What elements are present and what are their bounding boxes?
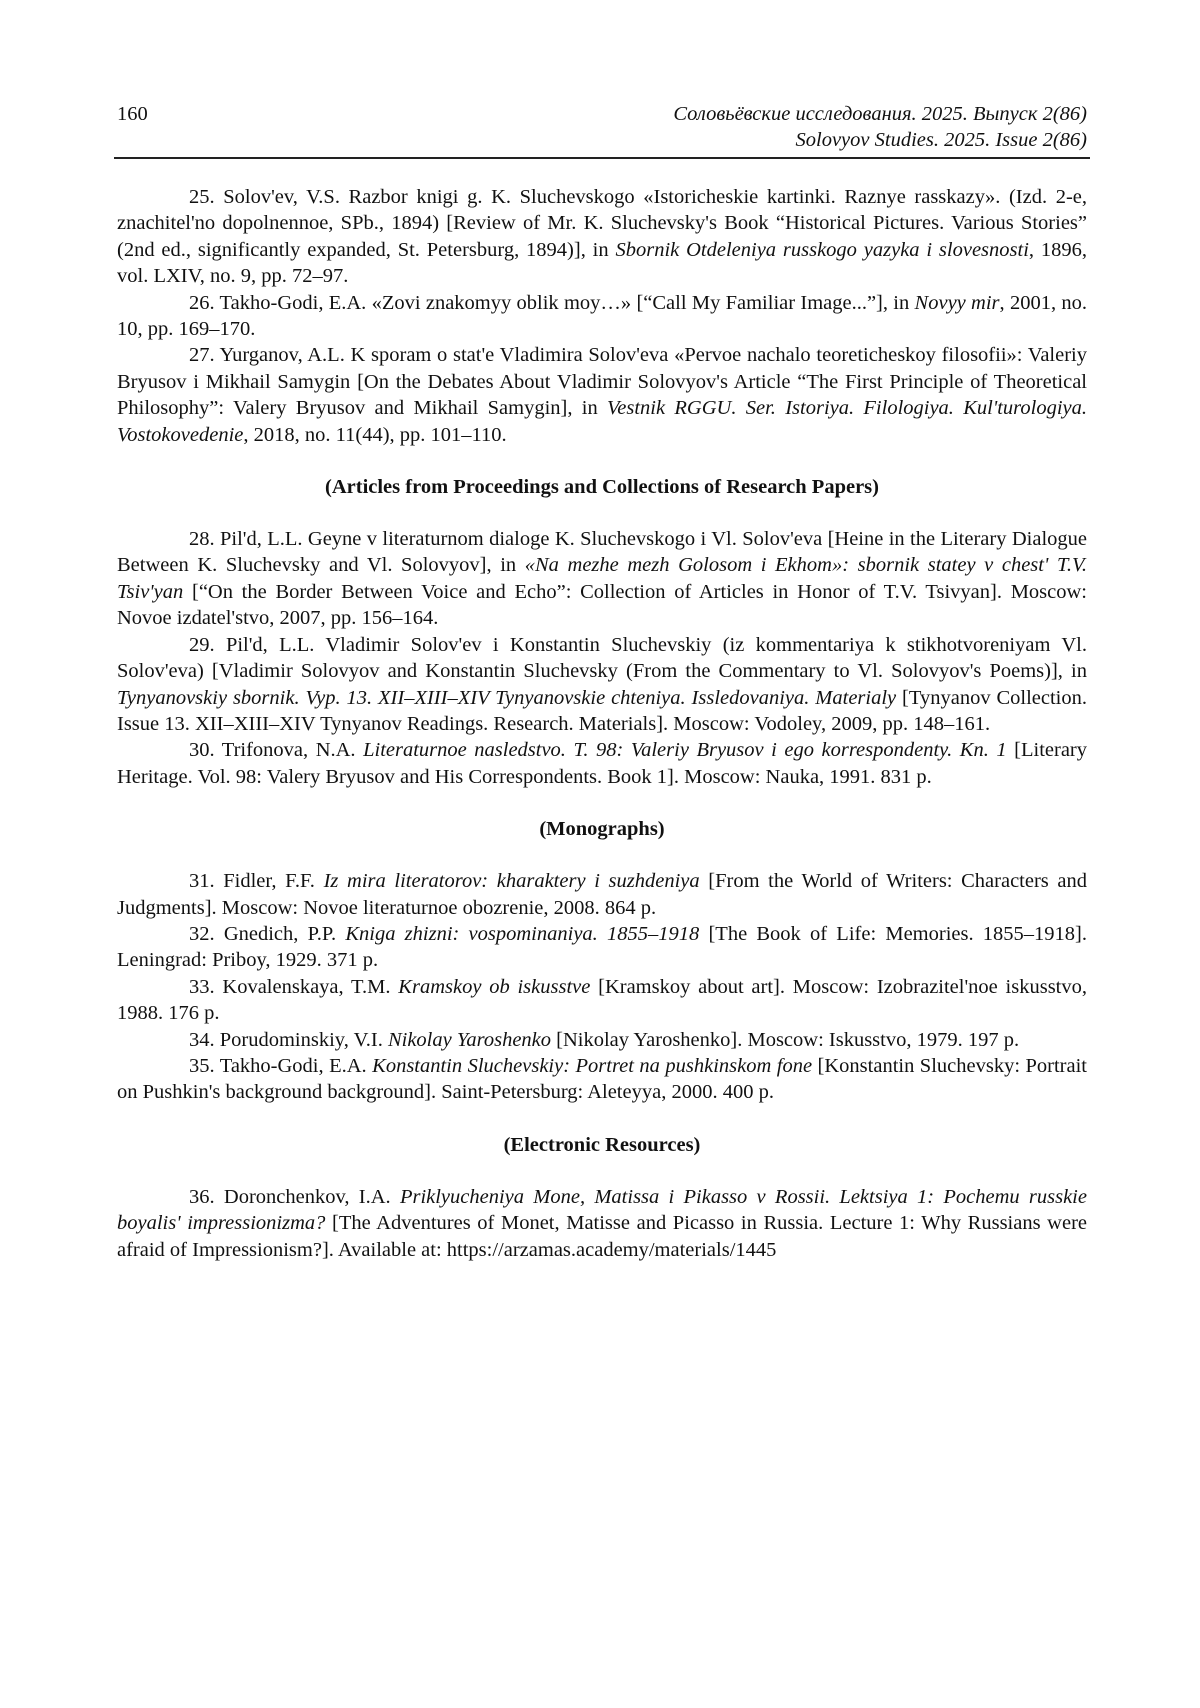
reference-text: 27. Yurganov, A.L. K sporam o stat'e Vladimira Solov'eva «Pervoe nachalo teoreticheskoy filosofii»: Valeriy Bryusov i Mikhail Samygin [On the Debates About Vladimir Solovyov's Article “The First Principle of Theoretical Philosophy”: Valery Bryusov and Mikhail Samygin], in [117,344,1087,420]
reference-text: 32. Gnedich, P.P. [189,922,346,945]
reference-entry [117,921,1087,974]
header-rule [114,157,1090,159]
journal-title-ru: Соловьёвские исследования. 2025. Выпуск 2(86) [673,103,1087,125]
reference-italic-title: Priklyucheniya Mone, Matissa i Pikasso v Rossii. Lektsiya 1: Pochemu russkie boyalis' impressionizma? [117,1185,1087,1235]
journal-title-en: Solovyov Studies. 2025. Issue 2(86) [795,129,1087,151]
reference-italic-title: Vestnik RGGU. Ser. Istoriya. Filologiya. Kul'turologiya. Vostokovedenie [117,397,1088,446]
reference-text: 36. Doronchenkov, I.A. [189,1185,400,1208]
reference-text: [Konstantin Sluchevsky: Portrait on Pushkin's background background]. Saint-Petersburg: Aleteyya, 2000. 400 p. [117,1054,1087,1104]
reference-entry [117,868,1087,921]
reference-entry [117,632,1087,738]
reference-text: 33. Kovalenskaya, T.M. [189,975,399,998]
reference-entry [117,526,1087,632]
reference-text: [The Book of Life: Memories. 1855–1918]. Leningrad: Priboy, 1929. 371 p. [117,922,1088,972]
running-title [673,101,1087,153]
reference-text: , 2018, no. 11(44), pp. 101–110. [243,423,507,446]
reference-text: [Kramskoy about art]. Moscow: Izobrazitel'noe iskusstvo, 1988. 176 p. [117,975,1087,1025]
reference-text: [The Adventures of Monet, Matisse and Picasso in Russia. Lecture 1: Why Russians were afraid of Impressionism?]. Available at: https://arzamas.academy/materials/1445 [117,1212,1088,1261]
references-list [117,184,1087,1263]
reference-entry [117,1053,1087,1106]
reference-text: [Nikolay Yaroshenko]. Moscow: Iskusstvo, 1979. 197 p. [551,1028,1020,1051]
reference-text: 29. Pil'd, L.L. Vladimir Solov'ev i Konstantin Sluchevskiy (iz kommentariya k stikhotvoreniyam Vl. Solov'eva) [Vladimir Solovyov and Konstantin Sluchevsky (From the Commentary to Vl. Solovyov's Poems)], in [117,633,1087,683]
reference-italic-title: Kniga zhizni: vospominaniya. 1855–1918 [345,922,700,945]
page-header [117,101,1087,159]
reference-text: 30. Trifonova, N.A. [189,739,364,762]
page-number: 160 [117,103,148,125]
reference-text: [From the World of Writers: Characters and Judgments]. Moscow: Novoe literaturnoe obozrenie, 2008. 864 p. [117,870,1088,919]
section-heading: (Articles from Proceedings and Collections of Research Papers) [325,476,879,499]
reference-entry [117,342,1087,448]
reference-italic-title: «Na mezhe mezh Golosom i Ekhom»: sbornik statey v chest' T.V. Tsiv'yan [117,554,1087,603]
reference-entry [117,1027,1087,1053]
reference-italic-title: Konstantin Sluchevskiy: Portret na pushkinskom fone [372,1054,813,1077]
reference-text: 35. Takho-Godi, E.A. [189,1054,373,1077]
section-heading: (Electronic Resources) [503,1133,701,1156]
reference-text: , 1896, vol. LXIV, no. 9, pp. 72–97. [117,238,1088,288]
section-heading: (Monographs) [539,818,665,841]
reference-text: 34. Porudominskiy, V.I. [189,1028,388,1051]
reference-text: 28. Pil'd, L.L. Geyne v literaturnom dialoge K. Sluchevskogo i Vl. Solov'eva [Heine in the Literary Dialogue Between K. Sluchevsky and Vl. Solovyov], in [117,528,1087,577]
reference-entry [117,1184,1087,1263]
reference-text: [Tynyanov Collection. Issue 13. XII–XIII–XIV Tynyanov Readings. Research. Materials]. Moscow: Vodoley, 2009, pp. 148–161. [117,686,1087,735]
reference-entry [117,974,1087,1027]
reference-italic-title: Literaturnoe nasledstvo. T. 98: Valeriy Bryusov i ego korrespondenty. Kn. 1 [363,739,1007,762]
reference-text: 25. Solov'ev, V.S. Razbor knigi g. K. Sluchevskogo «Istoricheskie kartinki. Raznye rasskazy». (Izd. 2-e, znachitel'no dopolnennoe, SPb., 1894) [Review of Mr. K. Sluchevsky's Book “Historical Pictures. Various Stories” (2nd ed., significantly expanded, St. Petersburg, 1894)], in [117,186,1087,261]
reference-italic-title: Nikolay Yaroshenko [387,1028,552,1051]
reference-italic-title: Iz mira literatorov: kharaktery i suzhdeniya [323,870,700,893]
reference-text: 31. Fidler, F.F. [189,870,324,893]
reference-text: , 2001, no. 10, pp. 169–170. [117,291,1088,341]
reference-text: [“On the Border Between Voice and Echo”: Collection of Articles in Honor of T.V. Tsivyan]. Moscow: Novoe izdatel'stvo, 2007, pp. 156–164. [117,580,1087,630]
reference-entry [117,290,1087,343]
reference-text: 26. Takho-Godi, E.A. «Zovi znakomyy oblik moy…» [“Call My Familiar Image...”], in [189,291,915,314]
reference-text: [Literary Heritage. Vol. 98: Valery Bryusov and His Correspondents. Book 1]. Moscow: Nauka, 1991. 831 p. [117,739,1088,788]
reference-entry [117,184,1087,290]
reference-italic-title: Sbornik Otdeleniya russkogo yazyka i slovesnosti [615,238,1029,261]
reference-italic-title: Kramskoy ob iskusstve [398,975,591,998]
reference-italic-title: Novyy mir [914,291,1000,314]
reference-entry [117,737,1087,790]
reference-italic-title: Tynyanovskiy sbornik. Vyp. 13. XII–XIII–XIV Tynyanovskie chteniya. Issledovaniya. Materialy [117,686,897,709]
